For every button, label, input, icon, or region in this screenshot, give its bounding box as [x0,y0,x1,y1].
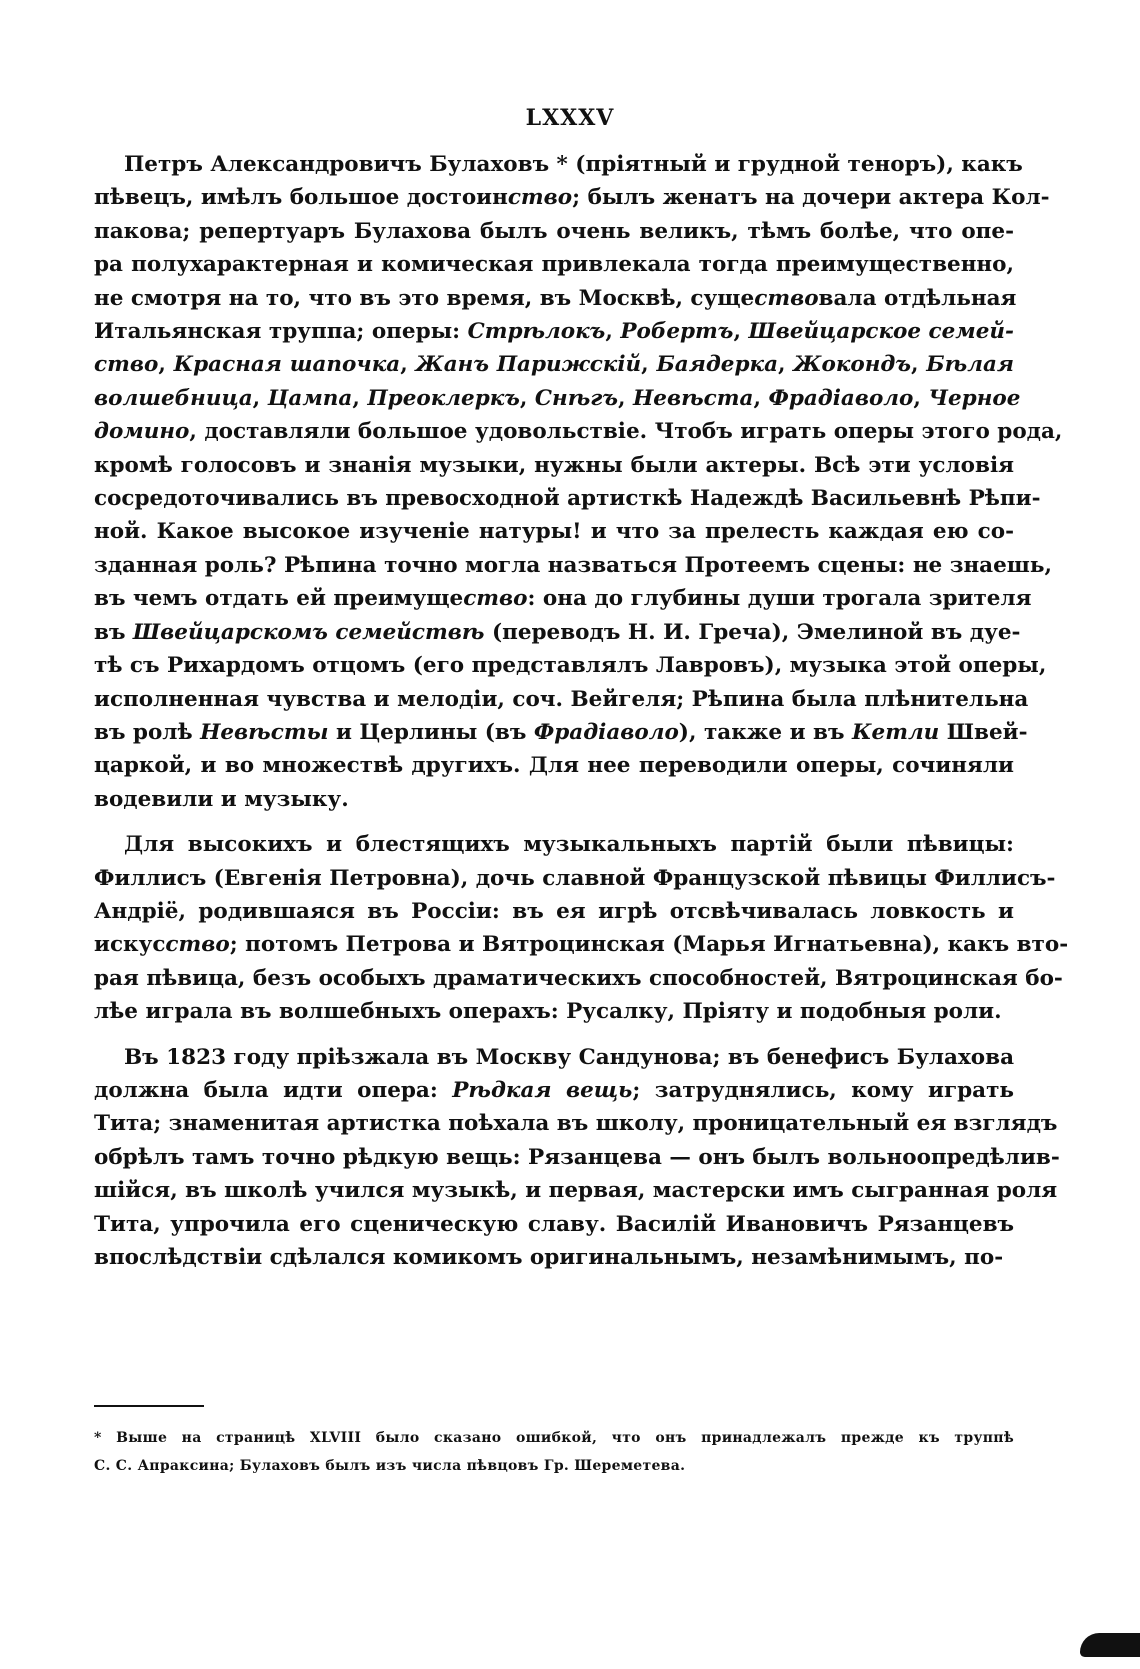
scan-speck [1080,1633,1140,1657]
italic-title: ство [754,285,819,311]
paragraph-1-line: водевили и музыку. [94,786,349,812]
paragraph-3-line: Въ 1823 году прiѣзжала въ Москву Сандунова; въ бенефисъ Булахова [124,1044,1014,1070]
footnote-line: С. С. Апраксина; Булаховъ былъ изъ числа пѣвцовъ Гр. Шереметева. [94,1458,686,1474]
paragraph-2-line: Филлисъ (Евгенiя Петровна), дочь славной Французской пѣвицы Филлисъ- [94,865,1056,891]
italic-title: Кетли [851,719,940,745]
paragraph-1-line: зданная роль? Рѣпина точно могла назваться Протеемъ сцены: не знаешь, [94,552,1052,578]
italic-title: волшебница [94,385,253,411]
paragraph-2-line: рая пѣвица, безъ особыхъ драматическихъ способностей, Вятроцинская бо- [94,965,1063,991]
paragraph-1-line: волшебница, Цампа, Преоклеркъ, Снѣгъ, Невѣста, Фрадiаволо, Черное [94,385,1021,411]
paragraph-3-line: должна была идти опера: Рѣдкая вещь; затруднялись, кому играть [94,1077,1014,1103]
page-number: LXXXV [525,105,615,131]
paragraph-1-line: ра полухарактерная и комическая привлекала тогда преимущественно, [94,252,1014,278]
paragraph-1-line: въ ролѣ Невѣсты и Церлины (въ Фрадiаволо), также и въ Кетли Швей- [94,719,1028,745]
italic-title: Преоклеркъ [367,385,520,411]
italic-title: Фрадiаволо [768,385,914,411]
paragraph-3-line: Тита, упрочила его сценическую славу. Василiй Ивановичъ Рязанцевъ [94,1211,1014,1237]
footnote-line: * Выше на страницѣ XLVIII было сказано ошибкой, что онъ принадлежалъ прежде къ труппѣ [94,1430,1014,1446]
paragraph-1-line: царкой, и во множествѣ другихъ. Для нее переводили оперы, сочиняли [94,753,1014,779]
italic-title: ство [507,185,573,211]
footnote [94,1424,1014,1480]
paragraph-2 [94,828,1069,1028]
paragraph-1-line: сосредоточивались въ превосходной артисткѣ Надеждѣ Васильевнѣ Рѣпи- [94,486,1041,512]
body-text [94,148,1069,1274]
italic-title: Невѣсты [200,719,329,745]
italic-title: Красная шапочка [173,352,401,378]
paragraph-1-line: домино, доставляли большое удовольствiе. Чтобъ играть оперы этого рода, [94,419,1063,445]
paragraph-1-line: въ чемъ отдать ей преимущество: она до глубины души трогала зрителя [94,586,1032,612]
italic-title: Фрадiаволо [533,719,679,745]
italic-title: Баядерка [656,352,778,378]
paragraph-1-line: пакова; репертуаръ Булахова былъ очень великъ, тѣмъ болѣе, что опе- [94,218,1014,244]
italic-title: Снѣгъ [534,385,618,411]
italic-title: Бѣлая [926,352,1014,378]
footnote-rule [94,1405,204,1407]
paragraph-1-line: въ Швейцарскомъ семействѣ (переводъ Н. И. Греча), Эмелиной въ дуе- [94,619,1021,645]
italic-title: Швейцарское семей- [748,319,1014,345]
paragraph-1-line: ной. Какое высокое изученiе натуры! и что за прелесть каждая ею со- [94,519,1014,545]
italic-title: Жокондъ [793,352,911,378]
paragraph-2-line: лѣе играла въ волшебныхъ операхъ: Русалку, Прiяту и подобныя роли. [94,999,1002,1025]
paragraph-3-line: впослѣдствiи сдѣлался комикомъ оригинальнымъ, незамѣнимымъ, по- [94,1245,1004,1270]
italic-title: Жанъ Парижскiй [415,352,642,378]
paragraph-3-line: шiйся, въ школѣ учился музыкѣ, и первая, мастерски имъ сыгранная роля [94,1178,1058,1204]
paragraph-1-line: кромѣ голосовъ и знанiя музыки, нужны были актеры. Всѣ эти условiя [94,452,1014,478]
italic-title: Цампа [267,385,353,411]
paragraph-2-line: Для высокихъ и блестящихъ музыкальныхъ партiй были пѣвицы: [124,832,1014,858]
italic-title: Швейцарскомъ семействѣ [132,619,485,645]
paragraph-1-line: Итальянская труппа; оперы: Стрѣлокъ, Робертъ, Швейцарское семей- [94,319,1014,345]
italic-title: Черное [928,385,1021,411]
italic-title: Невѣста [632,385,754,411]
paragraph-1-line: не смотря на то, что въ это время, въ Москвѣ, существовала отдѣльная [94,285,1017,311]
italic-title: Рѣдкая вещь [452,1077,633,1103]
paragraph-2-line: Андрiё, родившаяся въ Россiи: въ ея игрѣ отсвѣчивалась ловкость и [94,898,1014,924]
paragraph-3-line: Тита; знаменитая артистка поѣхала въ школу, проницательный ея взглядъ [94,1111,1058,1137]
italic-title: ство [94,352,159,378]
italic-title: ство [463,586,528,612]
paragraph-1-line: тѣ съ Рихардомъ отцомъ (его представлялъ Лавровъ), музыка этой оперы, [94,653,1047,679]
paragraph-1-line: ство, Красная шапочка, Жанъ Парижскiй, Баядерка, Жокондъ, Бѣлая [94,352,1014,378]
paragraph-3-line: обрѣлъ тамъ точно рѣдкую вещь: Рязанцева — онъ былъ вольноопредѣлив- [94,1144,1060,1170]
italic-title: Стрѣлокъ [467,319,606,345]
paragraph-2-line: искусство; потомъ Петрова и Вятроцинская (Марья Игнатьевна), какъ вто- [94,932,1069,958]
paragraph-3 [94,1041,1060,1275]
paragraph-1-line: пѣвецъ, имѣлъ большое достоинство; былъ женатъ на дочери актера Кол- [94,185,1050,211]
italic-title: домино [94,419,190,445]
italic-title: Робертъ [620,319,734,345]
paragraph-1-line: исполненная чувства и мелодiи, соч. Вейгеля; Рѣпина была плѣнительна [94,686,1029,712]
paragraph-1-line: Петръ Александровичъ Булаховъ * (прiятный и грудной теноръ), какъ [124,152,1023,177]
paragraph-1 [94,148,1063,816]
italic-title: ство [165,932,230,958]
